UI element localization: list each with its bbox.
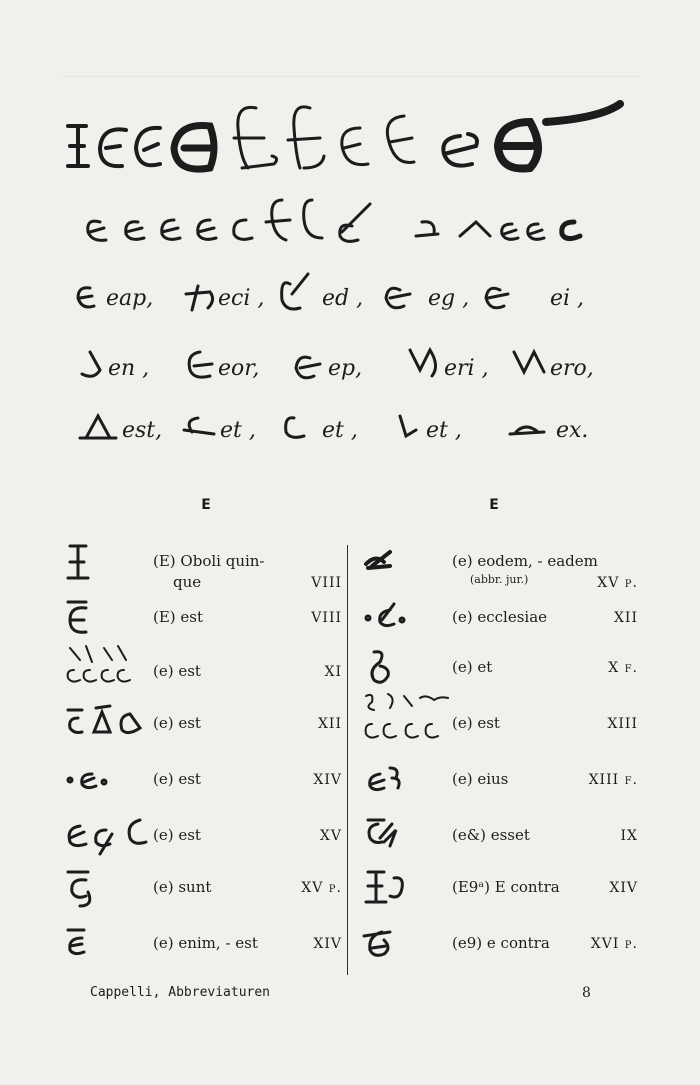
abbr-glyph	[360, 922, 420, 966]
entry-reading: (e) eodem, - eadem	[452, 552, 598, 570]
glyph-e-16	[266, 200, 290, 240]
abbr-glyph	[60, 758, 120, 802]
abbr-glyph	[60, 814, 155, 858]
abbr-glyph	[60, 596, 120, 640]
glyph-e-24	[78, 288, 94, 307]
specimen-row-2	[60, 192, 650, 252]
abbr-glyph	[60, 702, 155, 746]
glyph-e-9	[443, 134, 477, 166]
glyph-e-26	[282, 274, 308, 309]
abbr-glyph	[60, 922, 120, 966]
specimen-et-2: et ,	[322, 418, 358, 443]
glyph-e-6	[288, 107, 324, 168]
right-entry-2	[360, 596, 638, 636]
glyph-e-32	[410, 350, 436, 376]
specimen-ex: ex.	[556, 418, 589, 443]
glyph-e-21	[502, 224, 518, 239]
specimen-est: est,	[122, 418, 163, 443]
specimen-ei: ei ,	[550, 286, 585, 311]
abbr-glyph	[360, 814, 420, 858]
glyph-e-29	[82, 352, 100, 376]
entry-reading: (E9ᵃ) E contra	[452, 878, 560, 896]
entry-reading-cont: que	[173, 573, 202, 591]
entry-century: XV	[319, 828, 342, 844]
entry-reading: (e) ecclesiae	[452, 608, 548, 626]
entry-reading: (e) est	[153, 770, 201, 788]
page-number: 8	[582, 985, 591, 1001]
specimen-en: en ,	[108, 356, 150, 381]
entry-reading: (e) sunt	[153, 878, 212, 896]
glyph-e-4	[174, 125, 214, 169]
right-entry-5	[360, 758, 638, 798]
glyph-e-17	[304, 200, 322, 238]
glyph-e-34	[80, 416, 116, 438]
entry-reading: (e9) e contra	[452, 934, 550, 952]
entry-century: XV p.	[597, 575, 638, 591]
specimen-row-5	[60, 402, 650, 452]
left-entry-5	[60, 758, 342, 798]
entry-century: VIII	[311, 610, 342, 626]
specimen-row-3	[60, 270, 650, 320]
entry-reading: (E) est	[153, 608, 204, 626]
abbr-glyph	[360, 690, 455, 742]
glyph-e-1	[68, 126, 88, 166]
column-divider	[347, 545, 348, 975]
entry-reading: (E) Oboli quin-	[153, 552, 265, 570]
specimen-row-4	[60, 340, 650, 390]
glyph-e-8	[387, 116, 414, 163]
entry-reading: (e) et	[452, 658, 493, 676]
abbr-glyph	[360, 758, 420, 802]
entry-century: XI	[324, 664, 342, 680]
entry-century: VIII	[311, 575, 342, 591]
right-entry-4	[360, 690, 638, 742]
entry-century: XIV	[313, 772, 342, 788]
entry-reading: (e) enim, - est	[153, 934, 258, 952]
entry-century: IX	[620, 828, 638, 844]
glyph-e-37	[400, 416, 416, 436]
entry-century: XIII	[607, 716, 638, 732]
section-heading-right: E	[489, 497, 499, 513]
entry-century: XII	[613, 610, 638, 626]
specimen-et-3: et ,	[426, 418, 462, 443]
specimen-et-1: et ,	[220, 418, 256, 443]
glyph-e-22	[528, 224, 544, 239]
abbr-glyph	[360, 596, 420, 640]
right-entry-1	[360, 540, 638, 591]
specimen-eci: eci ,	[218, 286, 265, 311]
entry-century: XII	[317, 716, 342, 732]
glyph-e-38	[510, 427, 544, 434]
glyph-e-14	[198, 220, 216, 239]
right-entry-3	[360, 646, 638, 686]
left-entry-2	[60, 596, 342, 636]
specimen-eor: eor,	[218, 356, 260, 381]
glyph-e-13	[162, 220, 180, 239]
glyph-e-27	[386, 288, 410, 308]
glyph-e-28	[486, 288, 508, 308]
specimen-eg: eg ,	[428, 286, 470, 311]
glyph-e-11	[88, 221, 106, 240]
entry-reading: (e) est	[153, 662, 201, 680]
bleed-through-header	[60, 52, 640, 77]
glyph-e-30	[189, 352, 212, 377]
glyph-e-5	[234, 107, 277, 168]
entry-century: XVI p.	[590, 936, 638, 952]
glyph-e-31	[296, 357, 320, 378]
glyph-e-25	[186, 286, 213, 310]
left-entry-8	[60, 922, 342, 962]
entry-century: XIII f.	[588, 772, 638, 788]
page-footer: Cappelli, Abbreviaturen	[90, 985, 271, 1000]
left-entry-4	[60, 702, 342, 742]
glyph-e-33	[514, 352, 544, 372]
glyph-e-19	[416, 222, 438, 236]
entry-century: XIV	[313, 936, 342, 952]
glyph-e-10	[498, 104, 620, 169]
abbr-glyph	[60, 540, 120, 584]
left-entry-6	[60, 814, 342, 854]
specimen-ep: ep,	[328, 356, 363, 381]
specimen-ero: ero,	[550, 356, 594, 381]
entry-reading: (e) est	[153, 826, 201, 844]
specimen-row-1	[60, 98, 650, 183]
entry-century: XIV	[609, 880, 638, 896]
glyph-e-15	[234, 220, 252, 239]
specimen-eap: eap,	[106, 286, 154, 311]
glyph-e-20	[460, 222, 490, 236]
entry-reading: (e) est	[452, 714, 500, 732]
left-entry-1	[60, 540, 342, 591]
entry-century: XV p.	[301, 880, 342, 896]
glyph-e-36	[286, 418, 304, 438]
right-entry-6	[360, 814, 638, 854]
left-entry-7	[60, 866, 342, 906]
section-heading-left: E	[201, 497, 211, 513]
glyph-e-35	[184, 418, 214, 434]
specimen-eri: eri ,	[444, 356, 489, 381]
glyph-e-12	[126, 222, 144, 240]
abbr-glyph	[60, 866, 120, 910]
entry-reading: (e) est	[153, 714, 201, 732]
abbr-glyph	[360, 646, 420, 690]
glyph-e-23	[562, 222, 580, 239]
abbr-glyph	[60, 642, 155, 686]
left-entry-3	[60, 642, 342, 682]
entry-reading: (e&) esset	[452, 826, 530, 844]
glyph-e-7	[342, 128, 368, 165]
right-entry-7	[360, 866, 638, 906]
specimen-ed: ed ,	[322, 286, 364, 311]
abbr-glyph	[360, 866, 420, 910]
glyph-e-2	[100, 129, 126, 166]
glyph-e-3	[136, 128, 160, 165]
entry-century: X f.	[608, 660, 638, 676]
glyph-e-18	[340, 204, 370, 241]
abbr-glyph	[360, 540, 420, 584]
right-entry-8	[360, 922, 638, 962]
entry-reading-cont: (abbr. jur.)	[470, 573, 529, 586]
entry-reading: (e) eius	[452, 770, 509, 788]
